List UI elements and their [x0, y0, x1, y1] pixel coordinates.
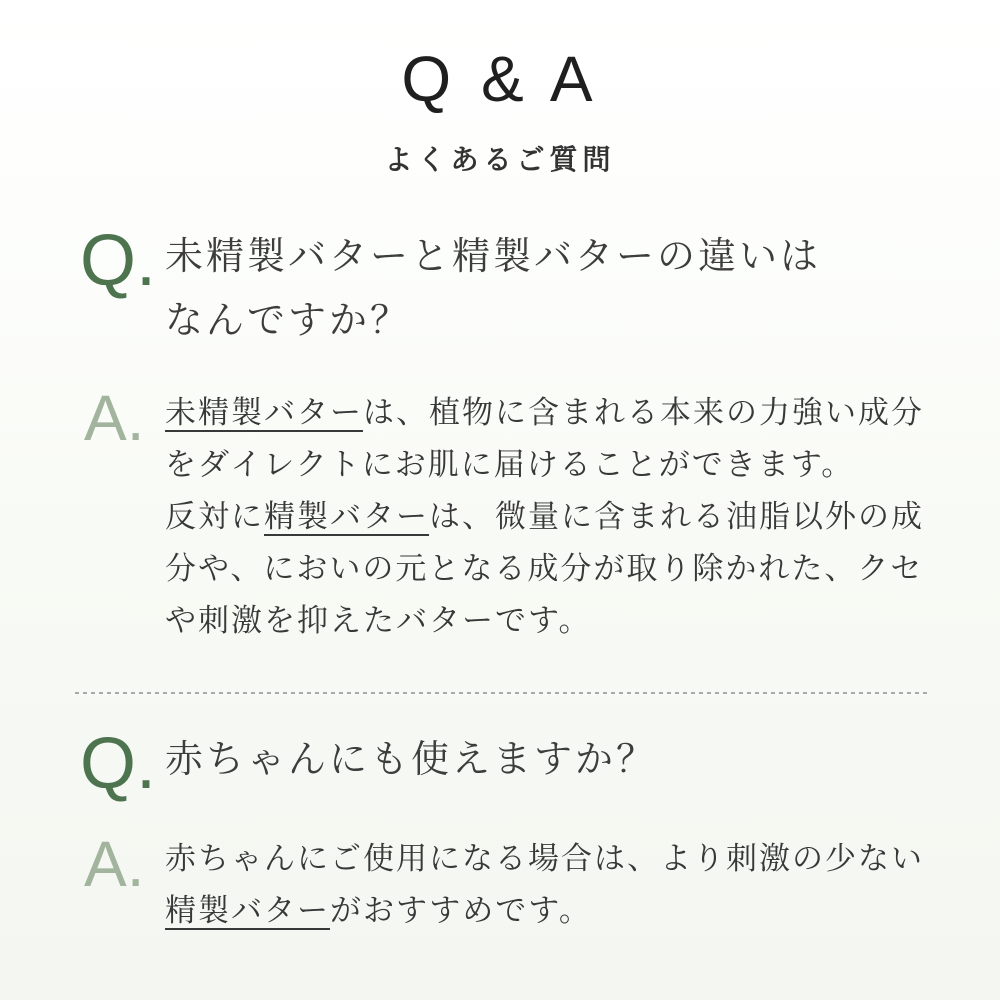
- qa-item-1-answer: [80, 382, 940, 647]
- section-subtitle: よくあるご質問: [384, 144, 616, 175]
- question-marker: Q.: [80, 221, 157, 301]
- qa-item-1-question: [80, 221, 940, 353]
- text-line: 赤ちゃんにも使えますか？: [165, 739, 658, 781]
- question-marker: Q.: [80, 724, 157, 804]
- dashed-divider: [75, 692, 931, 694]
- text-line: 精製バターがおすすめです。: [165, 893, 592, 928]
- question-text: [165, 225, 821, 353]
- text-line: 分や、においの元となる成分が取り除かれた、クセ: [165, 551, 924, 586]
- underlined-term: 未精製バター: [165, 395, 363, 430]
- text-line: なんですか？: [165, 300, 412, 342]
- answer-text: [165, 386, 924, 647]
- question-text: [165, 728, 657, 792]
- text-line: 赤ちゃんにご使用になる場合は、より刺激の少ない: [165, 841, 924, 876]
- text-line: をダイレクトにお肌に届けることができます。: [165, 447, 855, 482]
- section-title: Q & A: [401, 43, 599, 115]
- answer-marker: A.: [84, 382, 145, 454]
- text-line: 反対に精製バターは、微量に含まれる油脂以外の成: [165, 499, 924, 534]
- qa-item-2-question: [80, 724, 940, 804]
- text-line: 未精製バターと精製バターの違いは: [165, 236, 822, 278]
- answer-marker: A.: [84, 828, 145, 900]
- text-line: 未精製バターは、植物に含まれる本来の力強い成分: [165, 395, 924, 430]
- underlined-term: 精製バター: [165, 893, 330, 928]
- text-line: や刺激を抑えたバターです。: [165, 603, 592, 638]
- answer-text: [165, 832, 924, 937]
- underlined-term: 精製バター: [264, 499, 429, 534]
- qa-item-2-answer: [80, 828, 940, 937]
